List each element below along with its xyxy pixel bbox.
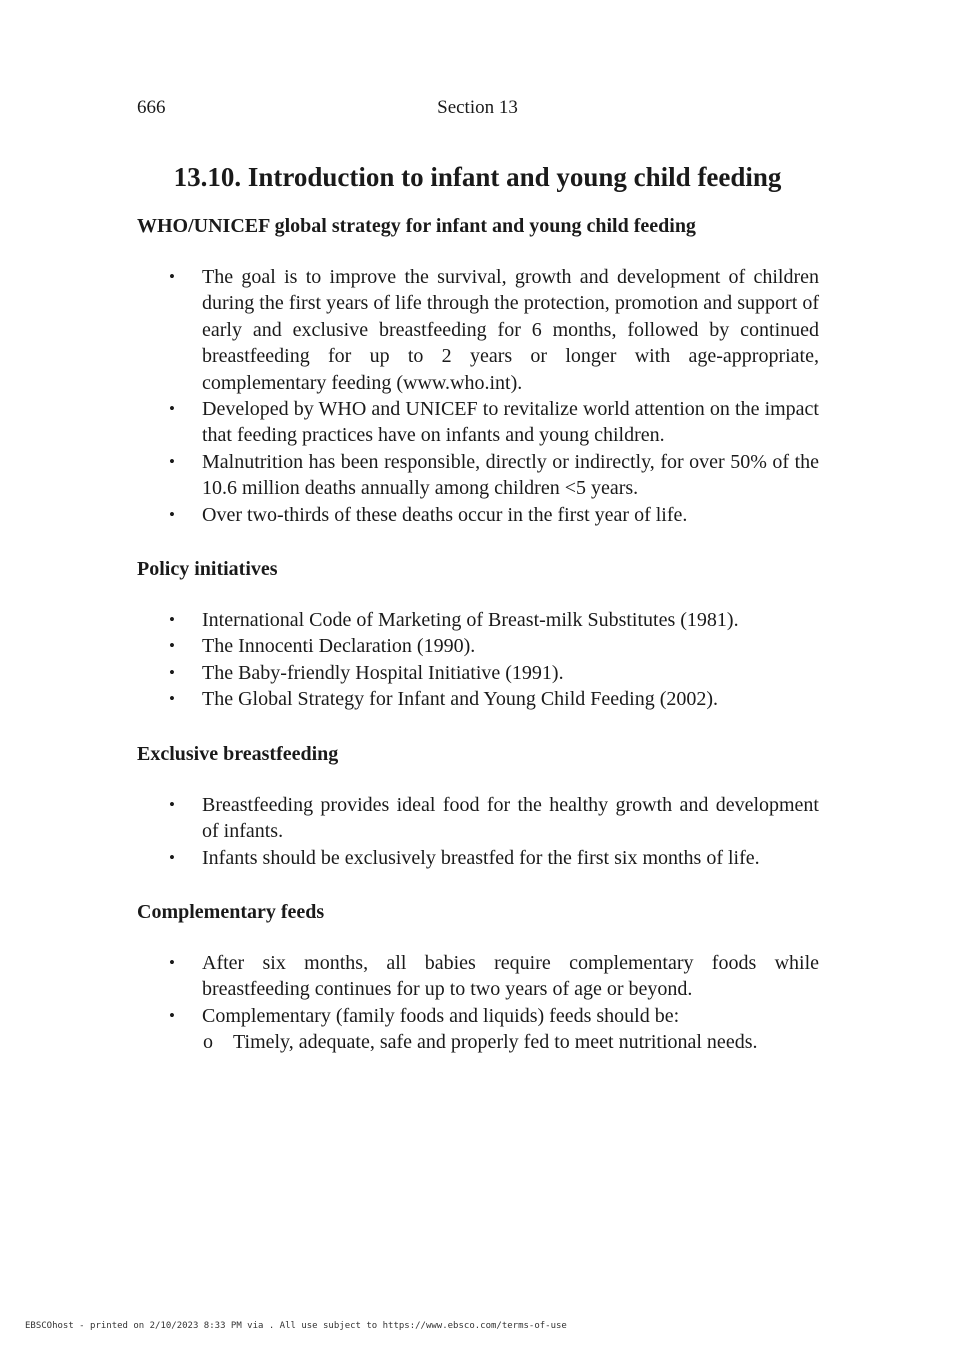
page-title: 13.10. Introduction to infant and young child feeding (173, 162, 782, 192)
section-heading: WHO/UNICEF global strategy for infant and young child feeding (137, 215, 696, 237)
list-item (137, 449, 819, 502)
list-item-text: Breastfeeding provides ideal food for the healthy growth and development of infants. (202, 793, 819, 843)
bullet-icon: • (169, 399, 175, 419)
list-item (137, 845, 819, 871)
section-heading: Exclusive breastfeeding (137, 742, 339, 765)
bullet-list (137, 950, 819, 1056)
list-item-text: International Code of Marketing of Breast-milk Substitutes (1981). (202, 609, 739, 632)
list-item-text: The Baby-friendly Hospital Initiative (1991). (202, 661, 564, 684)
list-item (137, 686, 819, 712)
bullet-icon: • (169, 636, 175, 656)
bullet-icon: • (169, 847, 175, 867)
section-heading: Complementary feeds (137, 900, 325, 923)
list-item (137, 792, 819, 845)
bullet-icon: • (169, 1005, 175, 1025)
list-item (137, 660, 819, 686)
list-item-text: Complementary (family foods and liquids) feeds should be: (202, 1004, 680, 1027)
bullet-icon: • (169, 610, 175, 630)
running-head: Section 13 (437, 97, 518, 118)
list-item-text: Developed by WHO and UNICEF to revitalize world attention on the impact that feeding practices have on infants and young children. (202, 398, 819, 447)
list-item-text: Infants should be exclusively breastfed for the first six months of life. (202, 846, 760, 869)
list-item-text: The goal is to improve the survival, growth and development of children during the first years of life through the protection, promotion and support of early and exclusive breastfeeding for 6 months, followed by continued breastfeeding for up to 2 years or longer with age-appropriate, complementary feeding (www.who.int). (202, 266, 819, 394)
list-item-text: Over two-thirds of these deaths occur in the first year of life. (202, 503, 688, 526)
bullet-list (137, 607, 819, 713)
sub-bullet-icon: o (203, 1031, 213, 1054)
list-item (137, 502, 819, 528)
section-heading: Policy initiatives (137, 558, 278, 581)
list-item (137, 633, 819, 659)
bullet-icon: • (169, 662, 175, 682)
bullet-list (137, 792, 819, 871)
list-item (137, 1003, 819, 1056)
list-item-text: The Innocenti Declaration (1990). (202, 635, 476, 658)
list-item (137, 950, 819, 1003)
list-item (137, 607, 819, 633)
main-content (137, 211, 819, 1056)
print-footer: EBSCOhost - printed on 2/10/2023 8:33 PM via . All use subject to https://www.ebsco.com/terms-of-use (25, 1321, 567, 1331)
list-item (137, 264, 819, 396)
bullet-list (137, 264, 819, 528)
list-item (137, 396, 819, 449)
bullet-icon: • (169, 794, 175, 814)
list-item-text: Malnutrition has been responsible, directly or indirectly, for over 50% of the 10.6 million deaths annually among children <5 years. (202, 450, 819, 500)
sub-list (202, 1029, 819, 1055)
bullet-icon: • (169, 267, 175, 286)
sub-list-item-text: Timely, adequate, safe and properly fed to meet nutritional needs. (233, 1031, 758, 1054)
bullet-icon: • (169, 451, 175, 471)
bullet-icon: • (169, 952, 175, 972)
sub-list-item (202, 1029, 819, 1055)
list-item-text: After six months, all babies require complementary foods while breastfeeding continues for up to two years of age or beyond. (202, 951, 819, 1001)
bullet-icon: • (169, 689, 175, 709)
page-number: 666 (137, 97, 166, 118)
list-item-text: The Global Strategy for Infant and Young Child Feeding (2002). (202, 688, 719, 711)
bullet-icon: • (169, 504, 175, 524)
